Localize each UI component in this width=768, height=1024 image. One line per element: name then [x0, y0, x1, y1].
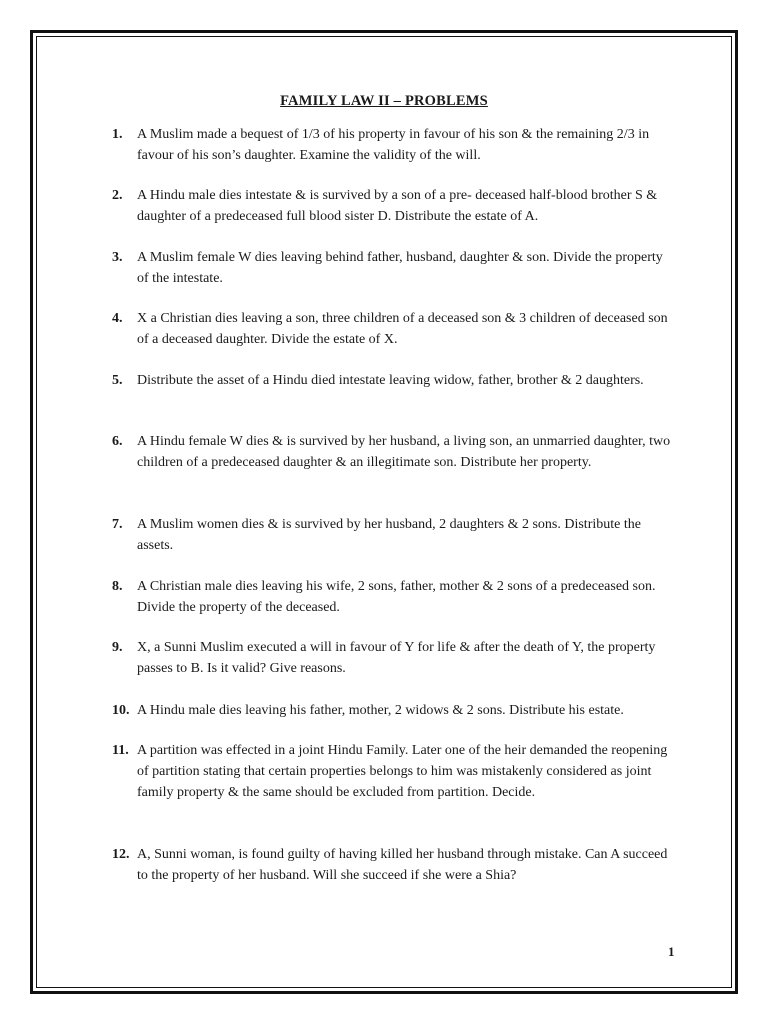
problem-text: A Hindu male dies intestate & is survived by a son of a pre- deceased half-blood brother S & daughter of a predeceased full blood sister D. Distribute the estate of A.	[137, 188, 658, 224]
problem-number: 1.	[112, 127, 123, 142]
problem-item-1	[112, 124, 672, 166]
problem-text: A Christian male dies leaving his wife, 2 sons, father, mother & 2 sons of a predeceased son. Divide the property of the deceased.	[137, 579, 656, 615]
problem-text: A Hindu female W dies & is survived by her husband, a living son, an unmarried daughter, two children of a predeceased daughter & an illegitimate son. Distribute her property.	[137, 434, 671, 470]
problem-item-7	[112, 514, 672, 556]
problem-item-11	[112, 740, 672, 803]
problem-text: Distribute the asset of a Hindu died intestate leaving widow, father, brother & 2 daughters.	[137, 373, 644, 388]
problem-item-4	[112, 308, 672, 350]
problem-item-10	[112, 700, 672, 721]
problem-number: 7.	[112, 517, 123, 532]
problem-number: 5.	[112, 373, 123, 388]
problem-text: X, a Sunni Muslim executed a will in favour of Y for life & after the death of Y, the property passes to B. Is it valid? Give reasons.	[137, 640, 656, 676]
problem-number: 6.	[112, 434, 123, 449]
problem-number: 8.	[112, 579, 123, 594]
problem-text: A Muslim made a bequest of 1/3 of his property in favour of his son & the remaining 2/3 in favour of his son’s daughter. Examine the validity of the will.	[137, 127, 650, 163]
problem-text: X a Christian dies leaving a son, three children of a deceased son & 3 children of deceased son of a deceased daughter. Divide the estate of X.	[137, 311, 668, 347]
problem-item-9	[112, 637, 672, 679]
problem-number: 9.	[112, 640, 123, 655]
problem-item-6	[112, 431, 672, 473]
problem-item-5	[112, 370, 672, 391]
problem-item-2	[112, 185, 672, 227]
problem-number: 11.	[112, 743, 129, 758]
problem-text: A Muslim female W dies leaving behind father, husband, daughter & son. Divide the property of the intestate.	[137, 250, 663, 286]
problem-item-8	[112, 576, 672, 618]
problem-text: A partition was effected in a joint Hindu Family. Later one of the heir demanded the reopening of partition stating that certain properties belongs to him was mistakenly considered as joint family property & the same should be excluded from partition. Decide.	[137, 743, 668, 800]
problem-number: 10.	[112, 703, 130, 718]
problem-number: 2.	[112, 188, 123, 203]
problem-text: A, Sunni woman, is found guilty of having killed her husband through mistake. Can A succeed to the property of her husband. Will she succeed if she were a Shia?	[137, 847, 668, 883]
problem-number: 12.	[112, 847, 130, 862]
document-title: FAMILY LAW II – PROBLEMS	[280, 93, 488, 109]
problem-item-3	[112, 247, 672, 289]
problem-text: A Muslim women dies & is survived by her husband, 2 daughters & 2 sons. Distribute the assets.	[137, 517, 641, 553]
problem-item-12	[112, 844, 672, 886]
problem-text: A Hindu male dies leaving his father, mother, 2 widows & 2 sons. Distribute his estate.	[137, 703, 624, 718]
problem-number: 4.	[112, 311, 123, 326]
page-number: 1	[668, 944, 675, 959]
problem-number: 3.	[112, 250, 123, 265]
